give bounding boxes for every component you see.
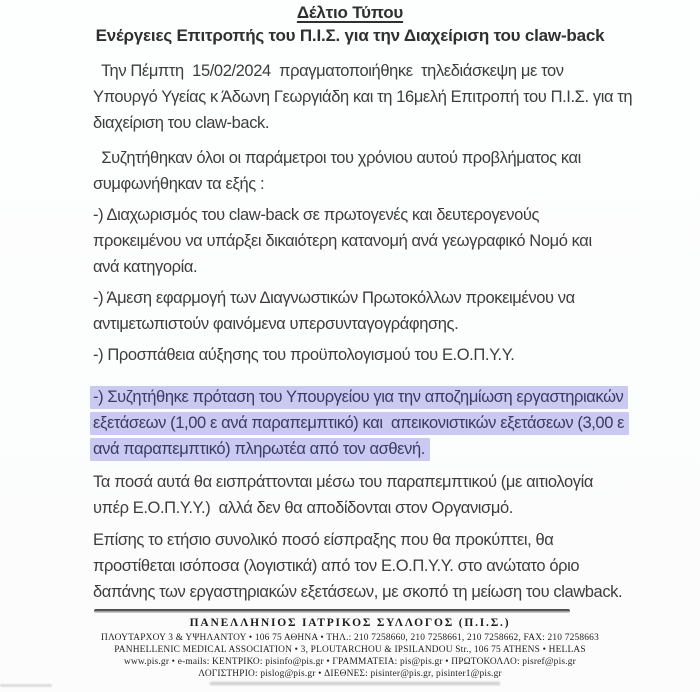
paragraph-annual-amount bbox=[93, 527, 653, 605]
paragraph-meeting-intro bbox=[93, 58, 653, 136]
text-line: συμφωνήθηκαν τα εξής : bbox=[93, 175, 265, 193]
letterhead-footer bbox=[0, 617, 700, 680]
highlighted-text-line bbox=[93, 410, 653, 436]
paragraph-discussion-summary bbox=[93, 145, 653, 197]
text-line: προστίθεται ισόποσα (λογιστικά) από τον Ε.Ο.Π.Υ.Υ. στο ανώτατο όριο bbox=[93, 557, 580, 575]
footer-org-name: ΠΑΝΕΛΛΗΝΙΟΣ ΙΑΤΡΙΚΟΣ ΣΥΛΛΟΓΟΣ (Π.Ι.Σ.) bbox=[189, 617, 511, 629]
text-line: Επίσης το ετήσιο συνολικό ποσό είσπραξης που θα προκύπτει, θα bbox=[93, 531, 554, 549]
cut-off-text-artifact bbox=[210, 682, 500, 685]
text-line: υπέρ Ε.Ο.Π.Υ.Υ.) αλλά δεν θα αποδίδονται στον Οργανισμό. bbox=[93, 499, 513, 517]
text-line: Την Πέμπτη 15/02/2024 πραγματοποιήθηκε τηλεδιάσκεψη με τον bbox=[93, 62, 564, 80]
document-subtitle: Ενέργειες Επιτροπής του Π.Ι.Σ. για την Διαχείριση του claw-back bbox=[95, 26, 605, 45]
footer-address-greek: ΠΛΟΥΤΑΡΧΟΥ 3 & ΥΨΗΛΑΝΤΟΥ • 106 75 ΑΘΗΝΑ • ΤΗΛ.: 210 7258660, 210 7258661, 210 7258662, FAX: 210 7258663 bbox=[101, 633, 599, 643]
footer-address-english: PANHELLENIC MEDICAL ASSOCIATION • 3, PLOUTARCHOU & IPSILANDOU Str., 106 75 ATHENS • HELLAS bbox=[114, 645, 586, 655]
document-title bbox=[0, 3, 700, 23]
text-line: -) Προσπάθεια αύξησης του προϋπολογισμού του Ε.Ο.Π.Υ.Υ. bbox=[93, 346, 515, 364]
text-line: -) Διαχωρισμός του claw-back σε πρωτογενές και δευτερογενούς bbox=[93, 206, 540, 224]
bullet-diagnostic-protocols bbox=[93, 285, 653, 337]
text-line: αντιμετωπιστούν φαινόμενα υπερσυνταγογράφησης. bbox=[93, 315, 459, 333]
text-line: Τα ποσά αυτά θα εισπράττονται μέσω του παραπεμπτικού (με αιτιολογία bbox=[93, 473, 593, 491]
text-line: Συζητήθηκαν όλοι οι παράμετροι του χρόνιου αυτού προβλήματος και bbox=[93, 149, 581, 167]
highlighted-text-line bbox=[93, 436, 653, 462]
highlighted-text-line bbox=[93, 384, 653, 410]
highlight-mark: ανά παραπεμπτικό) πληρωτέα από τον ασθενή. bbox=[90, 438, 430, 461]
text-line: -) Άμεση εφαρμογή των Διαγνωστικών Πρωτοκόλλων προκειμένου να bbox=[93, 289, 575, 307]
corner-scan-artifact bbox=[0, 684, 52, 687]
highlight-mark: -) Συζητήθηκε πρόταση του Υπουργείου για την αποζημίωση εργαστηριακών bbox=[90, 386, 628, 409]
footer-separator-line bbox=[94, 609, 570, 613]
bullet-clawback-separation bbox=[93, 202, 653, 280]
highlight-mark: εξετάσεων (1,00 ε ανά παραπεμπτικό) και απεικονιστικών εξετάσεων (3,00 ε bbox=[90, 412, 629, 435]
paragraph-collection-via-referral bbox=[93, 469, 653, 521]
text-line: ανά κατηγορία. bbox=[93, 258, 198, 276]
footer-emails-line2: ΛΟΓΙΣΤΗΡΙΟ: pislog@pis.gr • ΔΙΕΘΝΕΣ: pisinter@pis.gr, pisinter1@pis.gr bbox=[198, 669, 502, 679]
text-line: Υπουργό Υγείας κ Άδωνη Γεωργιάδη και τη 16μελή Επιτροπή του Π.Ι.Σ. για τη bbox=[93, 88, 633, 106]
text-line: δαπάνης των εργαστηριακών εξετάσεων, με σκοπό τη μείωση του clawback. bbox=[93, 583, 623, 601]
text-line: προκειμένου να υπάρξει δικαιότερη κατανομή ανά γεωγραφικό Νομό και bbox=[93, 232, 592, 250]
text-line: διαχείριση του claw-back. bbox=[93, 114, 270, 132]
document-title-text: Δέλτιο Τύπου bbox=[296, 3, 404, 22]
paragraph-highlighted-proposal bbox=[93, 384, 653, 462]
bullet-budget-increase bbox=[93, 342, 653, 368]
footer-emails-line1: www.pis.gr • e-mails: ΚΕΝΤΡΙΚΟ: pisinfo@pis.gr • ΓΡΑΜΜΑΤΕΙΑ: pis@pis.gr • ΠΡΩΤΟΚΟΛΛΟ: pisref@pis.gr bbox=[124, 657, 576, 667]
